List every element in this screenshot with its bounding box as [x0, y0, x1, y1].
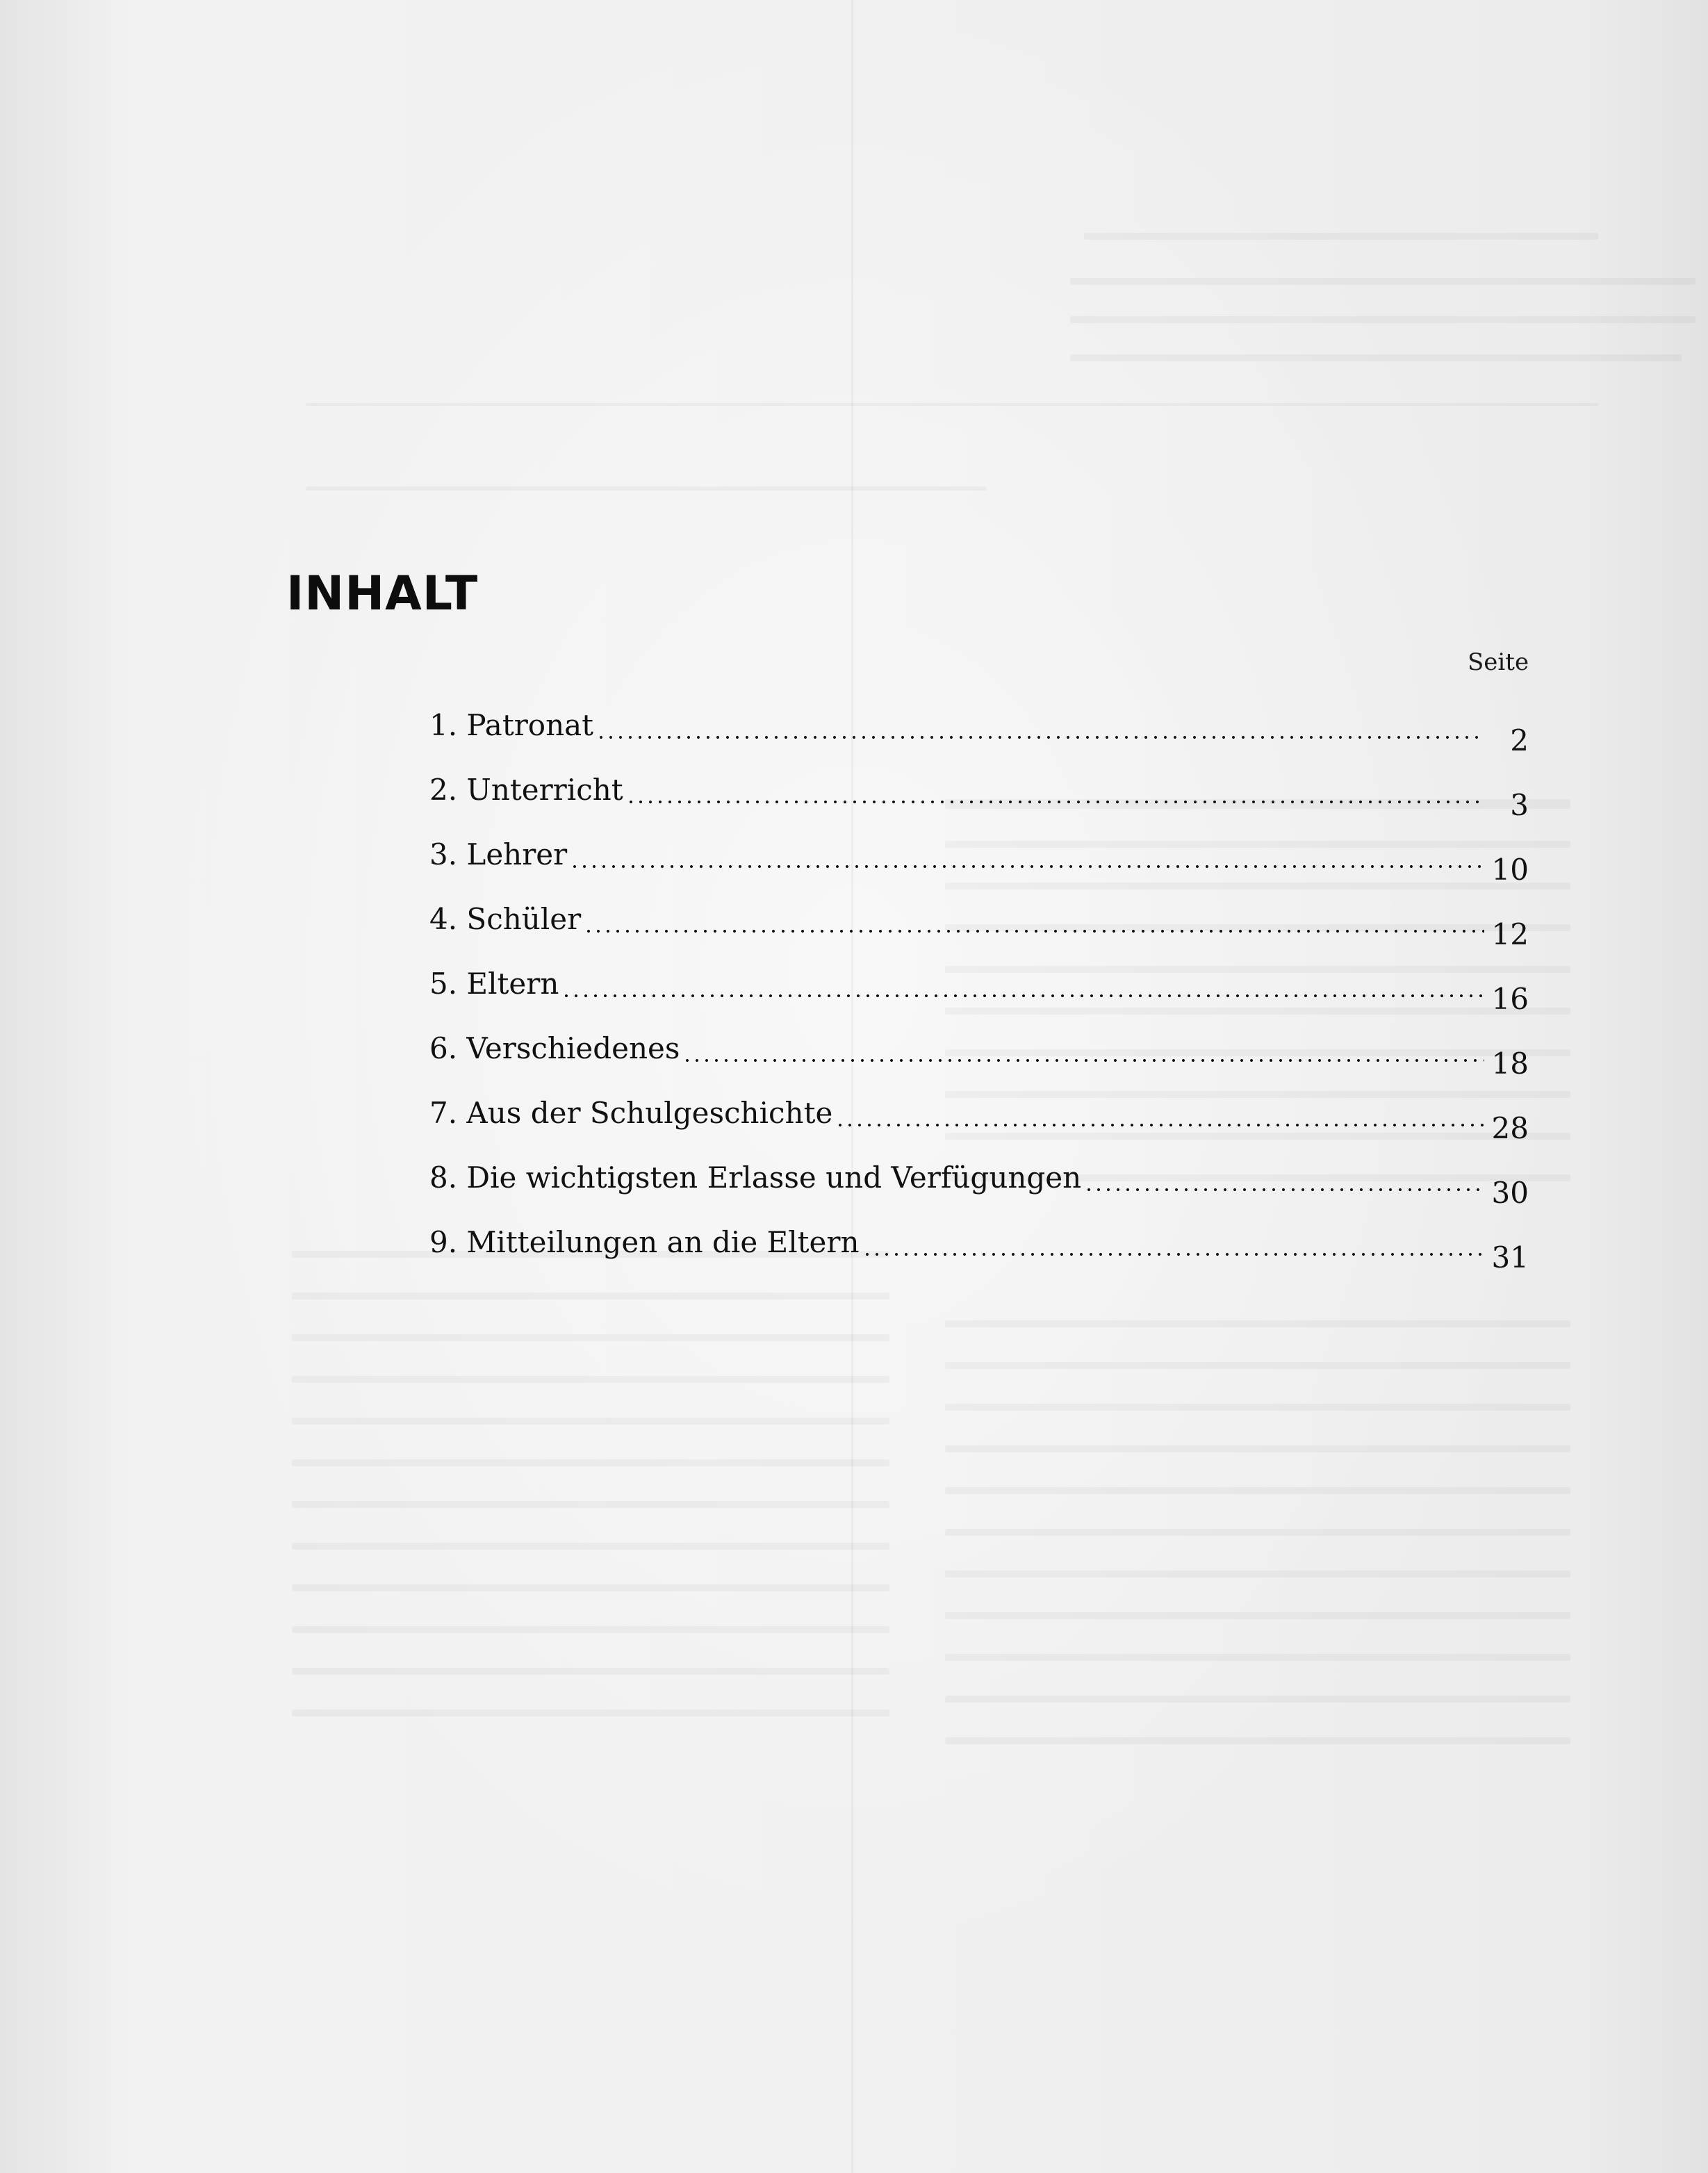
toc-entry-page-number: 30	[1491, 1176, 1529, 1210]
bleed-through	[1084, 233, 1598, 240]
toc-entry-page-number: 18	[1491, 1047, 1529, 1081]
bleed-through	[292, 1459, 889, 1466]
toc-entry-label: 2. Unterricht	[429, 773, 623, 807]
bleed-through	[1070, 354, 1682, 361]
page-column-label: Seite	[1468, 648, 1529, 676]
toc-entry	[429, 1140, 1529, 1210]
dot-leader	[570, 865, 1484, 868]
toc-entry	[429, 1076, 1529, 1145]
toc-entry-label: 8. Die wichtigsten Erlasse und Verfügungen	[429, 1161, 1082, 1195]
bleed-through	[945, 1320, 1570, 1327]
bleed-through	[945, 1404, 1570, 1411]
toc-entry	[429, 688, 1529, 757]
bleed-through	[292, 1376, 889, 1383]
bleed-through	[945, 1487, 1570, 1494]
toc-entry-label: 7. Aus der Schulgeschichte	[429, 1096, 833, 1130]
toc-entry-page-number: 12	[1491, 917, 1529, 951]
dot-leader	[584, 930, 1484, 933]
bleed-through	[292, 1668, 889, 1675]
toc-entry-label: 9. Mitteilungen an die Eltern	[429, 1225, 860, 1259]
dot-leader	[862, 1253, 1485, 1256]
toc-entry-label: 6. Verschiedenes	[429, 1031, 680, 1065]
toc-entry-page-number: 3	[1510, 788, 1529, 822]
bleed-through	[292, 1293, 889, 1299]
dot-leader	[682, 1059, 1484, 1062]
bleed-through	[292, 1334, 889, 1341]
bleed-through	[945, 1529, 1570, 1536]
bleed-through	[292, 1584, 889, 1591]
toc-entry-label: 1. Patronat	[429, 708, 594, 742]
bleed-through	[292, 1418, 889, 1425]
toc-entry	[429, 882, 1529, 951]
toc-entry-page-number: 16	[1491, 982, 1529, 1016]
bleed-through	[945, 1737, 1570, 1744]
table-of-contents	[429, 688, 1529, 1274]
dot-leader	[596, 736, 1484, 739]
toc-entry	[429, 946, 1529, 1016]
bleed-through	[292, 1626, 889, 1633]
bleed-through	[292, 1709, 889, 1716]
page-title: INHALT	[286, 566, 479, 621]
toc-entry-page-number: 2	[1510, 723, 1529, 757]
toc-entry-label: 4. Schüler	[429, 902, 582, 936]
bleed-through	[1070, 316, 1695, 323]
toc-entry-page-number: 10	[1491, 853, 1529, 887]
bleed-through	[945, 1612, 1570, 1619]
toc-entry	[429, 753, 1529, 822]
dot-leader	[626, 801, 1484, 803]
toc-entry-page-number: 28	[1491, 1111, 1529, 1145]
toc-entry	[429, 1011, 1529, 1081]
toc-entry-page-number: 31	[1491, 1240, 1529, 1274]
dot-leader	[561, 994, 1484, 997]
bleed-through	[945, 1654, 1570, 1661]
toc-entry-label: 5. Eltern	[429, 967, 559, 1001]
bleed-through	[945, 1571, 1570, 1577]
bleed-through	[306, 403, 1598, 406]
bleed-through	[945, 1696, 1570, 1703]
bleed-through	[945, 1445, 1570, 1452]
bleed-through	[1070, 278, 1695, 285]
dot-leader	[1084, 1188, 1484, 1191]
bleed-through	[292, 1501, 889, 1508]
bleed-through	[292, 1543, 889, 1550]
toc-entry-label: 3. Lehrer	[429, 837, 568, 871]
dot-leader	[835, 1124, 1484, 1126]
toc-entry	[429, 817, 1529, 887]
bleed-through	[306, 486, 987, 491]
toc-entry	[429, 1205, 1529, 1274]
bleed-through	[945, 1362, 1570, 1369]
